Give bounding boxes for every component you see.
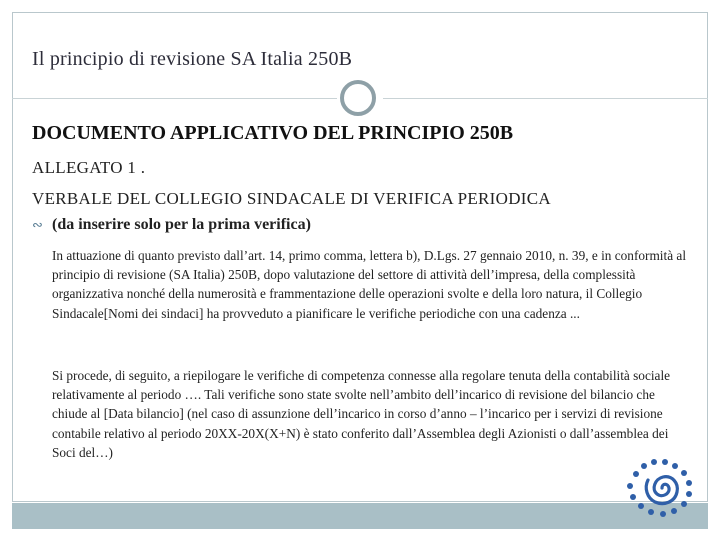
paragraph-verification: Si procede, di seguito, a riepilogare le verifiche di competenza connesse alla regolare tenuta della contabilità sociale relativamente al periodo …. Tali verifiche sono state svolte nell’ambito dell’incarico di revisione del bilancio che chiude al [Data bilancio] (nel caso di assunzione dell’incarico in corso d’anno – l’incarico per i servizi di revisione contabile relativo al periodo 20XX-20X(X+N) è stato conferito dall’Assemblea degli Azionisti o dall’assemblea dei Soci del…) bbox=[52, 368, 671, 460]
footer-bar bbox=[12, 503, 708, 529]
document-title: DOCUMENTO APPLICATIVO DEL PRINCIPIO 250B bbox=[32, 122, 514, 144]
bullet-item bbox=[32, 216, 311, 234]
wave-bullet-icon: ∾ bbox=[32, 217, 43, 232]
verbal-heading: VERBALE DEL COLLEGIO SINDACALE DI VERIFICA PERIODICA bbox=[32, 189, 551, 208]
slide-header-title: Il principio di revisione SA Italia 250B bbox=[32, 48, 353, 70]
bullet-text: (da inserire solo per la prima verifica) bbox=[52, 216, 311, 233]
ring-ornament-icon bbox=[340, 80, 376, 116]
header-divider-left bbox=[12, 98, 337, 99]
header-divider-right bbox=[383, 98, 708, 99]
annex-label: ALLEGATO 1 . bbox=[32, 158, 146, 177]
spiral-dots-logo-icon bbox=[618, 452, 702, 522]
paragraph-intro: In attuazione di quanto previsto dall’art. 14, primo comma, lettera b), D.Lgs. 27 gennaio 2010, n. 39, e in conformità al principio di revisione (SA Italia) 250B, dopo valutazione del settore di attività dell’impresa, della complessità organizzativa nonché della numerosità e frammentazione delle operazioni svolte e della loro natura, il Collegio Sindacale[Nomi dei sindaci] ha provveduto a pianificare le verifiche periodiche con una cadenza ... bbox=[52, 248, 687, 321]
